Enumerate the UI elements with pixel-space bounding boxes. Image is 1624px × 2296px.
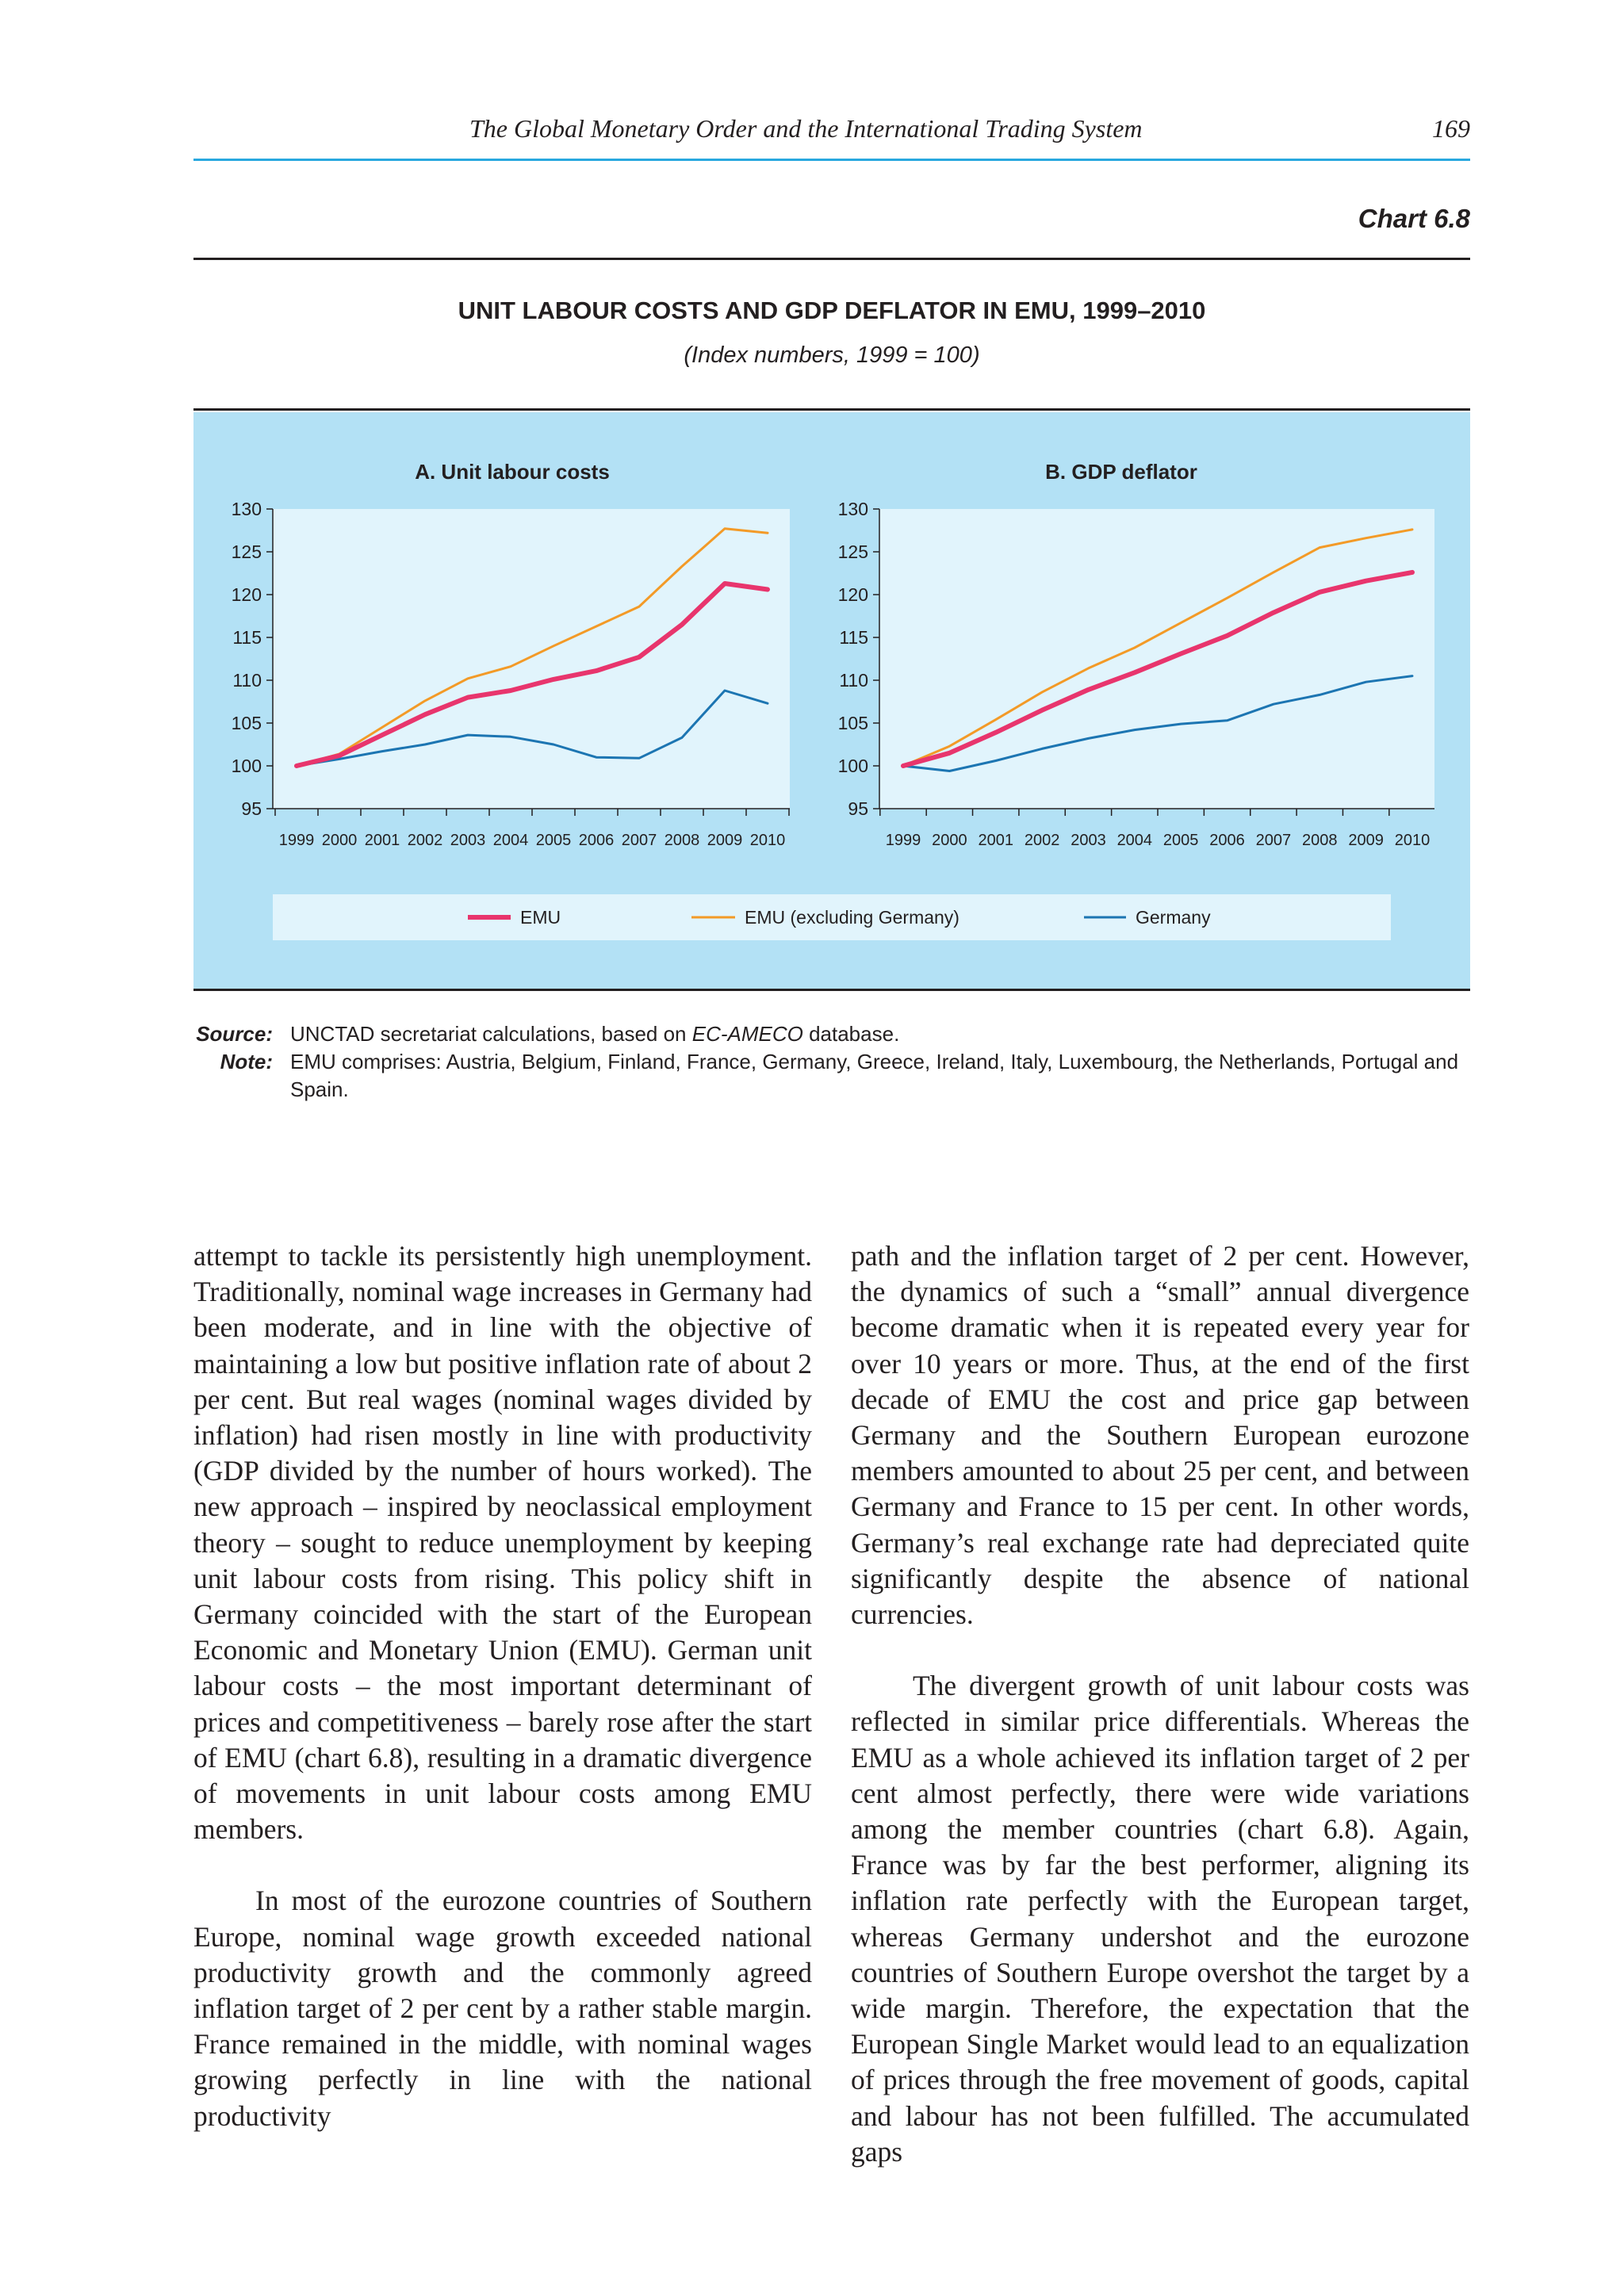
- x-tick-label: 2004: [1116, 832, 1153, 849]
- chart-notes: [193, 1020, 1470, 1104]
- note-line: [193, 1048, 1470, 1104]
- y-tick-label: 120: [837, 584, 868, 605]
- y-tick-label: 110: [232, 670, 262, 691]
- x-tick-label: 2005: [1162, 832, 1199, 849]
- y-tick-label: 95: [241, 798, 262, 819]
- y-tick-label: 110: [839, 670, 868, 691]
- y-tick-label: 100: [837, 756, 868, 776]
- x-tick-label: 2006: [1209, 832, 1245, 849]
- legend-label: EMU (excluding Germany): [745, 907, 959, 928]
- x-tick-label: 2007: [621, 832, 657, 849]
- x-tick-label: 2000: [321, 832, 358, 849]
- x-tick-label: 2004: [492, 832, 529, 849]
- chart-header-rule: [193, 408, 1470, 411]
- y-tick-label: 130: [837, 499, 868, 519]
- paragraph: attempt to tackle its persistently high unemployment. Traditionally, nominal wage increases in Germany had been moderate, and in line with the objective of maintaining a low but positive inflation rate of about 2 per cent. But real wages (nominal wages divided by inflation) had risen mostly in line with productivity (GDP divided by the number of hours worked). The new approach – inspired by neoclassical employment theory – sought to reduce unemployment by keeping unit labour costs from rising. This policy shift in Germany coincided with the start of the European Economic and Monetary Union (EMU). German unit labour costs – the most important determinant of prices and competitiveness – barely rose after the start of EMU (chart 6.8), resulting in a dramatic divergence of movements in unit labour costs among EMU members.: [193, 1240, 812, 1846]
- x-tick-label: 2008: [1302, 832, 1338, 849]
- legend-label: EMU: [520, 907, 561, 928]
- chart-svg: [193, 412, 1470, 989]
- running-title: The Global Monetary Order and the International Trading System: [469, 114, 1143, 143]
- y-tick-label: 105: [231, 713, 262, 733]
- x-tick-label: 1999: [885, 832, 921, 849]
- x-tick-label: 2009: [707, 832, 743, 849]
- panel-title: A. Unit labour costs: [415, 460, 610, 484]
- note-label: Note:: [220, 1050, 273, 1073]
- x-tick-label: 2005: [535, 832, 572, 849]
- legend-label: Germany: [1136, 907, 1211, 928]
- source-text-post: database.: [802, 1022, 900, 1046]
- y-tick-label: 120: [231, 584, 262, 605]
- x-tick-label: 2008: [664, 832, 700, 849]
- paragraph: path and the inflation target of 2 per cent. However, the dynamics of such a “small” annual divergence become dramatic when it is repeated every year for over 10 years or more. Thus, at the end of the first decade of EMU the cost and price gap between Germany and the Southern European eurozone members amounted to about 25 per cent, and between Germany and France to 15 per cent. In other words, Germany’s real exchange rate had depreciated quite significantly despite the absence of national currencies.: [851, 1240, 1469, 1631]
- x-tick-label: 2002: [1024, 832, 1060, 849]
- y-tick-label: 130: [231, 499, 262, 519]
- chart-panel: [193, 412, 1470, 989]
- chart-title: UNIT LABOUR COSTS AND GDP DEFLATOR IN EMU, 1999–2010: [458, 297, 1206, 324]
- x-tick-label: 2006: [578, 832, 615, 849]
- running-header: [193, 111, 1470, 146]
- chart-number-label: Chart 6.8: [1358, 204, 1470, 233]
- panel-title: B. GDP deflator: [1045, 460, 1197, 484]
- y-tick-label: 115: [839, 627, 868, 648]
- paragraph: The divergent growth of unit labour costs was reflected in similar price differentials. Whereas the EMU as a whole achieved its inflation target of 2 per cent almost perfectly, there were wide variations among the member countries (chart 6.8). Again, France was by far the best performer, aligning its inflation rate perfectly with the European target, whereas Germany undershot and the eurozone countries of Southern Europe overshot the target by a wide margin. Therefore, the expectation that the European Single Market would lead to an equalization of prices through the free movement of goods, capital and labour has not been fulfilled. The accumulated gaps: [851, 1670, 1469, 2168]
- header-rule: [193, 159, 1470, 161]
- plot-area: [879, 509, 1434, 809]
- chart-top-rule: [193, 258, 1470, 260]
- y-tick-label: 125: [231, 541, 262, 562]
- x-tick-label: 2001: [978, 832, 1013, 849]
- paragraph: In most of the eurozone countries of Southern Europe, nominal wage growth exceeded national productivity growth and the commonly agreed inflation target of 2 per cent by a rather stable margin. France remained in the middle, with nominal wages growing perfectly in line with the national productivity: [193, 1885, 812, 2132]
- x-tick-label: 2003: [1071, 832, 1106, 849]
- y-tick-label: 95: [848, 798, 868, 819]
- body-column-left: [193, 1238, 812, 2134]
- plot-area: [273, 509, 790, 809]
- x-tick-label: 2000: [932, 832, 967, 849]
- source-note: [193, 1020, 1470, 1048]
- page-number: 169: [1432, 114, 1470, 143]
- y-tick-label: 125: [837, 541, 868, 562]
- source-text-pre: UNCTAD secretariat calculations, based on: [290, 1022, 692, 1046]
- source-label: Source:: [196, 1022, 273, 1046]
- chart-subtitle: (Index numbers, 1999 = 100): [684, 342, 980, 368]
- y-tick-label: 115: [232, 627, 262, 648]
- x-tick-label: 2007: [1255, 832, 1292, 849]
- note-text: EMU comprises: Austria, Belgium, Finland, France, Germany, Greece, Ireland, Italy, Luxembourg, the Netherlands, Portugal and Spain.: [290, 1050, 1459, 1101]
- x-tick-label: 2002: [407, 832, 443, 849]
- x-tick-label: 1999: [278, 832, 315, 849]
- x-tick-label: 2010: [749, 832, 786, 849]
- y-tick-label: 105: [837, 713, 868, 733]
- source-text-italic: EC-AMECO: [691, 1022, 803, 1046]
- x-tick-label: 2009: [1348, 832, 1384, 849]
- x-tick-label: 2001: [364, 832, 400, 849]
- x-tick-label: 2010: [1394, 832, 1431, 849]
- chart-bottom-rule: [193, 989, 1470, 991]
- x-tick-label: 2003: [450, 832, 486, 849]
- body-column-right: [851, 1238, 1469, 2170]
- y-tick-label: 100: [231, 756, 262, 776]
